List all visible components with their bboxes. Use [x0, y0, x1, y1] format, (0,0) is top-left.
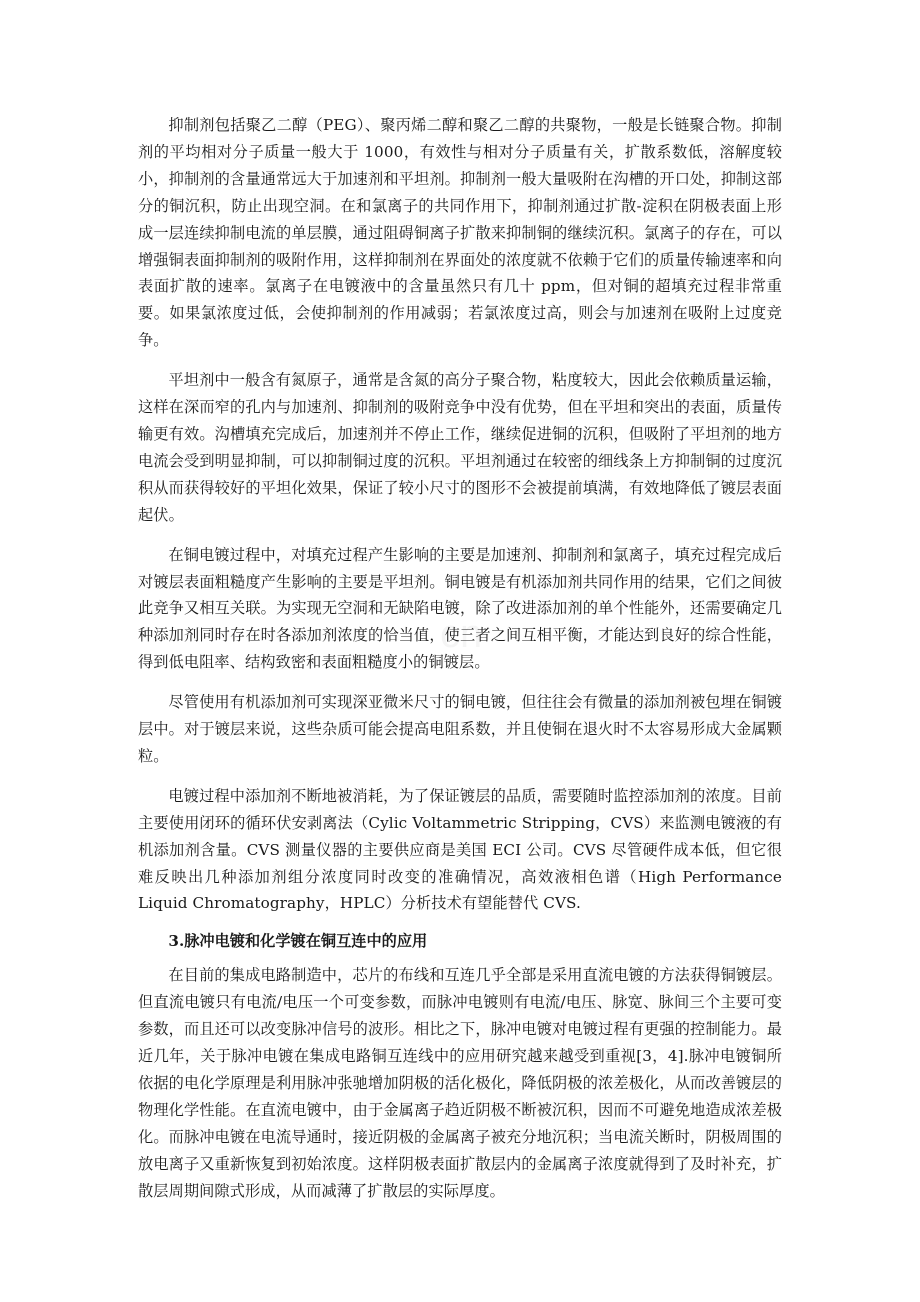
section-heading: 3.脉冲电镀和化学镀在铜互连中的应用	[168, 932, 428, 951]
document-page	[138, 112, 782, 1218]
paragraph-suppressor: 抑制剂包括聚乙二醇（PEG）、聚丙烯二醇和聚乙二醇的共聚物，一般是长链聚合物。抑制剂的平均相对分子质量一般大于 1000，有效性与相对分子质量有关，扩散系数低，溶解度较小，抑制剂的含量通常远大于加速剂和平坦剂。抑制剂一般大量吸附在沟槽的开口处，抑制这部分的铜沉积，防止出现空洞。在和氯离子的共同作用下，抑制剂通过扩散-淀积在阴极表面上形成一层连续抑制电流的单层膜，通过阻碍铜离子扩散来抑制铜的继续沉积。氯离子的存在，可以增强铜表面抑制剂的吸附作用，这样抑制剂在界面处的浓度就不依赖于它们的质量传输速率和向表面扩散的速率。氯离子在电镀液中的含量虽然只有几十 ppm，但对铜的超填充过程非常重要。如果氯浓度过低，会使抑制剂的作用减弱；若氯浓度过高，则会与加速剂在吸附上过度竞争。	[138, 116, 782, 350]
paragraph-pulse-plating: 在目前的集成电路制造中，芯片的布线和互连几乎全部是采用直流电镀的方法获得铜镀层。但直流电镀只有电流/电压一个可变参数，而脉冲电镀则有电流/电压、脉宽、脉间三个主要可变参数，而且还可以改变脉冲信号的波形。相比之下，脉冲电镀对电镀过程有更强的控制能力。最近几年，关于脉冲电镀在集成电路铜互连线中的应用研究越来越受到重视[3，4].脉冲电镀铜所依据的电化学原理是利用脉冲张驰增加阴极的活化极化，降低阴极的浓差极化，从而改善镀层的物理化学性能。在直流电镀中，由于金属离子趋近阴极不断被沉积，因而不可避免地造成浓差极化。而脉冲电镀在电流导通时，接近阴极的金属离子被充分地沉积；当电流关断时，阴极周围的放电离子又重新恢复到初始浓度。这样阴极表面扩散层内的金属离子浓度就得到了及时补充，扩散层周期间隙式形成，从而减薄了扩散层的实际厚度。	[138, 966, 782, 1200]
paragraph-filling-process: 在铜电镀过程中，对填充过程产生影响的主要是加速剂、抑制剂和氯离子，填充过程完成后对镀层表面粗糙度产生影响的主要是平坦剂。铜电镀是有机添加剂共同作用的结果，它们之间彼此竞争又相互关联。为实现无空洞和无缺陷电镀，除了改进添加剂的单个性能外，还需要确定几种添加剂同时存在时各添加剂浓度的恰当值，使三者之间互相平衡，才能达到良好的综合性能，得到低电阻率、结构致密和表面粗糙度小的铜镀层。	[138, 545, 782, 672]
paragraph-organic-additives: 尽管使用有机添加剂可实现深亚微米尺寸的铜电镀，但往往会有微量的添加剂被包埋在铜镀层中。对于镀层来说，这些杂质可能会提高电阻系数，并且使铜在退火时不太容易形成大金属颗粒。	[138, 693, 782, 765]
paragraph-leveler: 平坦剂中一般含有氮原子，通常是含氮的高分子聚合物，粘度较大，因此会依赖质量运输，这样在深而窄的孔内与加速剂、抑制剂的吸附竞争中没有优势，但在平坦和突出的表面，质量传输更有效。沟槽填充完成后，加速剂并不停止工作，继续促进铜的沉积，但吸附了平坦剂的地方电流会受到明显抑制，可以抑制铜过度的沉积。平坦剂通过在较密的细线条上方抑制铜的过度沉积从而获得较好的平坦化效果，保证了较小尺寸的图形不会被提前填满，有效地降低了镀层表面起伏。	[138, 371, 782, 524]
paragraph-cvs-monitoring: 电镀过程中添加剂不断地被消耗，为了保证镀层的品质，需要随时监控添加剂的浓度。目前主要使用闭环的循环伏安剥离法（Cylic Voltammetric Stripping，CVS）来监测电镀液的有机添加剂含量。CVS 测量仪器的主要供应商是美国 ECI 公司。CVS 尽管硬件成本低，但它很难反映出几种添加剂组分浓度同时改变的准确情况，高效液相色谱（High Performance Liquid Chromatography，HPLC）分析技术有望能替代 CVS.	[138, 786, 782, 913]
